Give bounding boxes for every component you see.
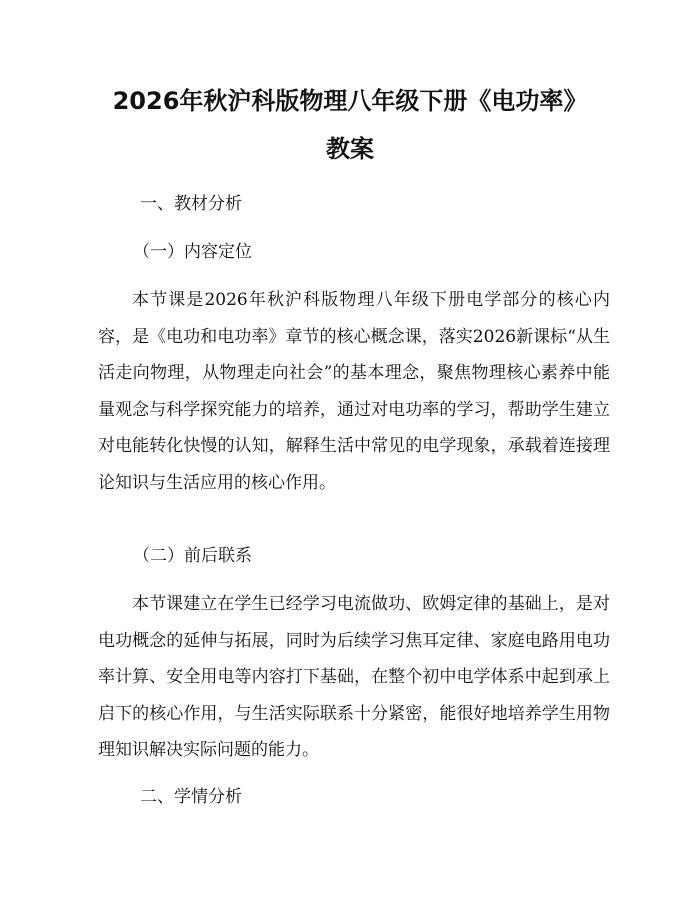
paragraph-connections: 本节课建立在学生已经学习电流做功、欧姆定律的基础上，是对电功概念的延伸与拓展，同时为后续学习焦耳定律、家庭电路用电功率计算、安全用电等内容打下基础，在整个初中电学体系中起到承上启下的核心作用，与生活实际联系十分紧密，能很好地培养学生用物理知识解决实际问题的能力。 xyxy=(98,594,610,760)
subsection-heading-content-positioning: （一）内容定位 xyxy=(133,242,252,262)
paragraph-content-positioning: 本节课是2026年秋沪科版物理八年级下册电学部分的核心内容，是《电功和电功率》章节的核心概念课，落实2026新课标“从生活走向物理，从物理走向社会”的基本理念，聚焦物理核心素养中能量观念与科学探究能力的培养，通过对电功率的学习，帮助学生建立对电能转化快慢的认知，解释生活中常见的电学现象，承载着连接理论知识与生活应用的核心作用。 xyxy=(98,290,610,493)
subsection-heading-connections: （二）前后联系 xyxy=(133,546,252,566)
section-heading-textbook-analysis: 一、教材分析 xyxy=(140,194,242,214)
document-title: 2026年秋沪科版物理八年级下册《电功率》 xyxy=(112,87,588,115)
section-heading-student-analysis: 二、学情分析 xyxy=(140,787,242,807)
document-title-continued: 教案 xyxy=(326,135,374,163)
